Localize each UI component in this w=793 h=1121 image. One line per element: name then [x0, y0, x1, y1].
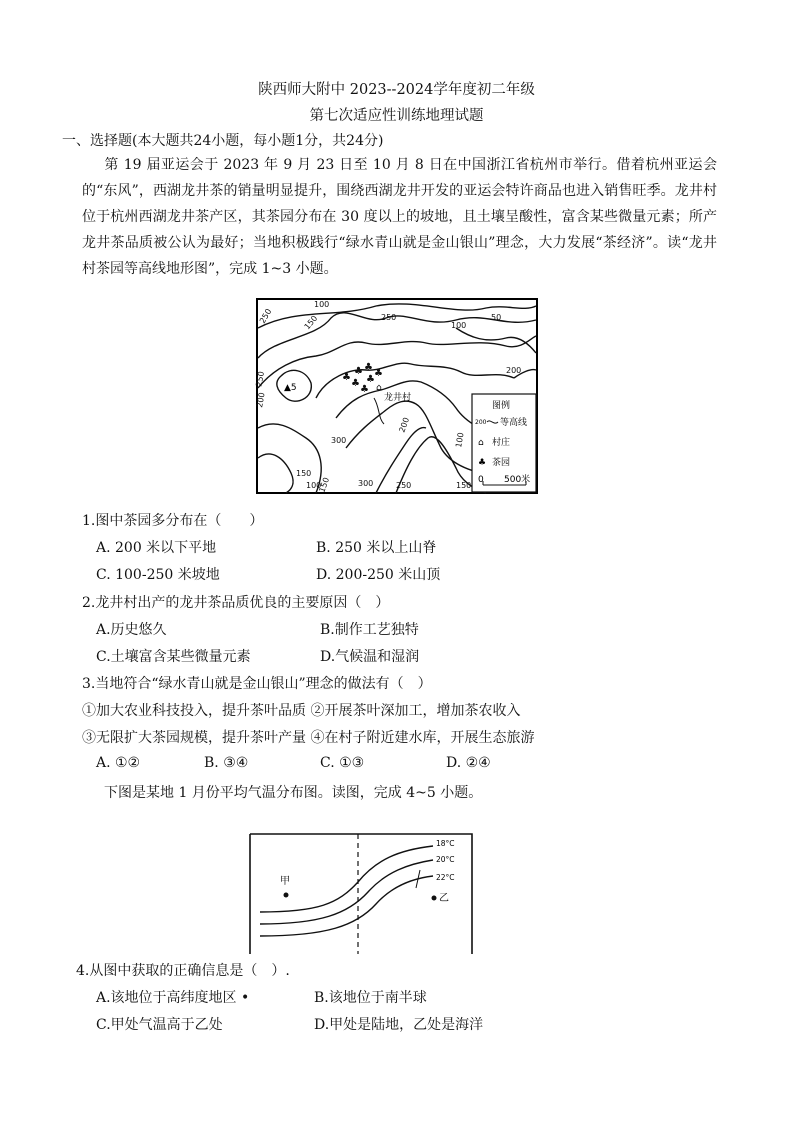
svg-text:250: 250 [396, 481, 412, 490]
svg-text:100: 100 [454, 431, 466, 449]
q3-statements-1: ①加大农业科技投入，提升茶叶品质 ②开展茶叶深加工，增加茶农收入 [82, 703, 521, 719]
exam-subtitle: 第七次适应性训练地理试题 [309, 108, 484, 124]
svg-text:50: 50 [491, 313, 502, 322]
village-icon: ⌂ [376, 383, 382, 393]
point-jia-label: 甲 [280, 876, 290, 887]
svg-text:250: 250 [257, 307, 274, 325]
q1-option-a[interactable]: A. 200 米以下平地 [96, 540, 217, 556]
q3-option-a[interactable]: A. ①② [96, 755, 141, 771]
q1-stem: 1.图中茶园多分布在（ ） [82, 513, 264, 529]
q4-option-a[interactable]: A.该地位于高纬度地区 • [96, 990, 250, 1006]
q2-option-c[interactable]: C.土壤富含某些微量元素 [96, 649, 251, 665]
point-jia-dot [284, 893, 289, 898]
legend-tea-icon: ♣ [478, 458, 487, 468]
q2-stem: 2.龙井村出产的龙井茶品质优良的主要原因（ ） [82, 595, 390, 611]
svg-text:100: 100 [314, 300, 330, 309]
legend-contour: 等高线 [500, 418, 528, 428]
svg-text:♣: ♣ [360, 384, 369, 395]
svg-text:100: 100 [451, 321, 467, 330]
legend-contour-sample: 200 [475, 419, 487, 426]
legend-tea: 茶园 [492, 458, 511, 468]
svg-text:♣: ♣ [374, 368, 383, 379]
svg-text:♣: ♣ [364, 362, 373, 373]
summit-label: ▲5 [284, 383, 297, 393]
q4-stem: 4.从图中获取的正确信息是（ ）. [76, 963, 290, 979]
legend-village: 村庄 [492, 438, 511, 448]
svg-text:200: 200 [397, 416, 412, 434]
q3-option-c[interactable]: C. ①③ [320, 755, 365, 771]
exam-title: 陕西师大附中 2023--2024学年度初二年级 [258, 82, 535, 98]
village-label: 龙井村 [384, 393, 412, 403]
svg-text:200: 200 [506, 366, 522, 375]
q4-option-c[interactable]: C.甲处气温高于乙处 [96, 1017, 223, 1033]
q2-option-a[interactable]: A.历史悠久 [96, 622, 167, 638]
passage [82, 152, 717, 282]
isotherm-22: 22°C [436, 873, 455, 882]
q1-option-d[interactable]: D. 200-250 米山顶 [316, 567, 441, 583]
q3-statements-2: ③无限扩大茶园规模，提升茶叶产量 ④在村子附近建水库，开展生态旅游 [82, 730, 535, 746]
map1-legend [472, 394, 536, 492]
section-heading: 一、选择题(本大题共24小题，每小题1分，共24分) [62, 133, 384, 149]
svg-text:300: 300 [358, 479, 374, 488]
q4-option-b[interactable]: B.该地位于南半球 [314, 990, 427, 1006]
q2-option-b[interactable]: B.制作工艺独特 [320, 622, 419, 638]
q3-option-d[interactable]: D. ②④ [446, 755, 491, 771]
svg-text:♣: ♣ [342, 372, 351, 383]
q1-option-c[interactable]: C. 100-250 米坡地 [96, 567, 220, 583]
q2-option-d[interactable]: D.气候温和湿润 [320, 649, 420, 665]
svg-text:150: 150 [317, 476, 332, 494]
legend-title: 图例 [492, 401, 511, 411]
legend-scale-end: 500米 [504, 475, 531, 485]
svg-text:♣: ♣ [366, 374, 375, 385]
svg-text:300: 300 [331, 436, 347, 445]
svg-text:150: 150 [302, 313, 320, 332]
svg-text:250: 250 [254, 370, 266, 388]
svg-text:♣: ♣ [354, 366, 363, 377]
legend-village-icon: ⌂ [478, 438, 484, 448]
isotherm-18: 18°C [436, 839, 455, 848]
svg-text:150: 150 [456, 481, 472, 490]
isotherm-20: 20°C [436, 855, 455, 864]
legend-scale-start: 0 [478, 475, 484, 485]
svg-text:250: 250 [381, 313, 397, 322]
q3-option-b[interactable]: B. ③④ [204, 755, 249, 771]
q4-option-d[interactable]: D.甲处是陆地，乙处是海洋 [314, 1017, 484, 1033]
svg-text:100: 100 [306, 481, 322, 490]
isotherm-map [248, 832, 474, 956]
svg-text:150: 150 [296, 469, 312, 478]
svg-text:♣: ♣ [351, 378, 360, 389]
q3-stem: 3.当地符合“绿水青山就是金山银山”理念的做法有（ ） [82, 676, 432, 692]
contour-map [256, 298, 538, 494]
point-yi-label: 乙 [439, 893, 449, 904]
point-yi-dot [432, 896, 437, 901]
svg-text:200: 200 [255, 391, 267, 409]
q4-5-intro: 下图是某地 1 月份平均气温分布图。读图，完成 4~5 小题。 [104, 785, 483, 801]
passage-text: 第 19 届亚运会于 2023 年 9 月 23 日至 10 月 8 日在中国浙江省杭州市举行。借着杭州亚运会的“东风”，西湖龙井茶的销量明显提升，围绕西湖龙井开发的亚运会特许商品也进入销售旺季。龙井村位于杭州西湖龙井茶产区，其茶园分布在 30 度以上的坡地，且土壤呈酸性，富含某些微量元素；所产龙井茶品质被公认为最好；当地积极践行“绿水青山就是金山银山”理念，大力发展“茶经济”。读“龙井村茶园等高线地形图”，完成 1~3 小题。 [82, 157, 717, 277]
q1-option-b[interactable]: B. 250 米以上山脊 [316, 540, 437, 556]
